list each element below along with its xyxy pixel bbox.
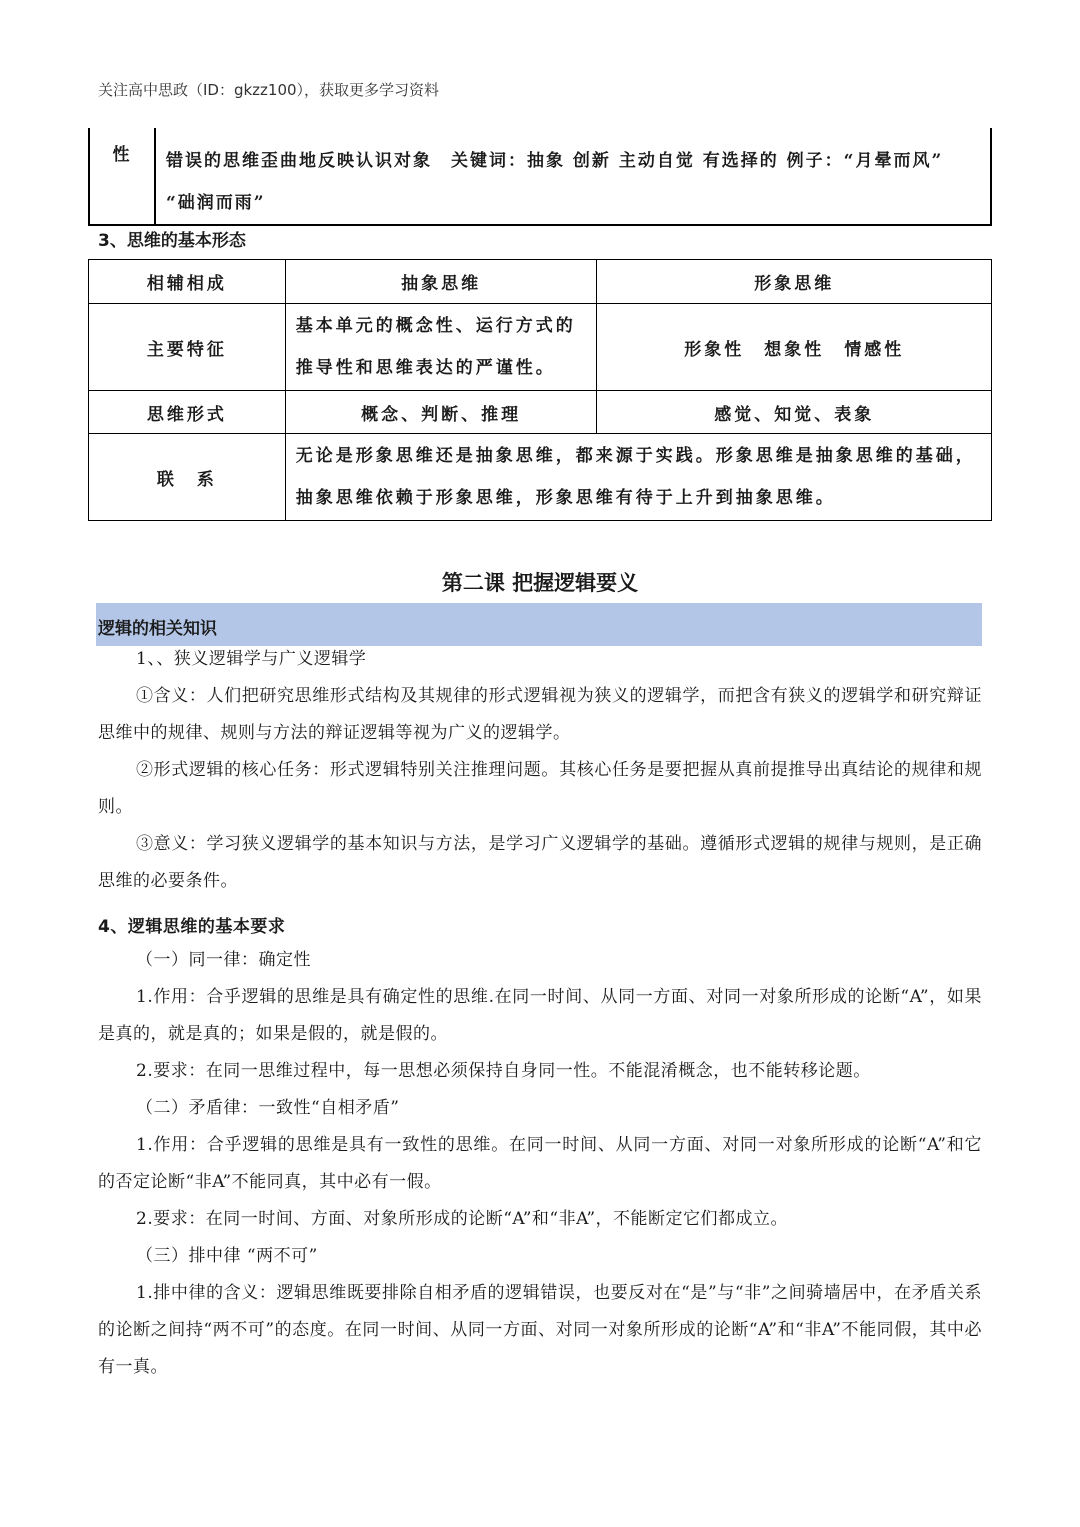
top-table-fragment xyxy=(88,128,992,226)
section-title-thinking-forms: 3、思维的基本形态 xyxy=(98,231,246,251)
header-cell: 抽象思维 xyxy=(285,260,597,304)
band-title: 逻辑的相关知识 xyxy=(98,619,217,639)
table-cell: 基本单元的概念性、运行方式的推导性和思维表达的严谨性。 xyxy=(285,304,597,391)
paragraph-heading: 1、、狭义逻辑学与广义逻辑学 xyxy=(136,649,367,669)
table-cell: 感觉、知觉、表象 xyxy=(597,391,992,434)
paragraph: 2.要求：在同一思维过程中，每一思想必须保持自身同一性。不能混淆概念，也不能转移论题。 xyxy=(136,1061,871,1081)
table-header-row xyxy=(89,260,992,304)
section-band xyxy=(96,603,982,646)
table-cell: 形象性 想象性 情感性 xyxy=(597,304,992,391)
subheading: （一）同一律：确定性 xyxy=(136,950,311,970)
paragraph: 1.作用：合乎逻辑的思维是具有一致性的思维。在同一时间、从同一方面、对同一对象所形成的论断“A”和它的否定论断“非A”不能同真，其中必有一假。 xyxy=(98,1135,982,1192)
table-row xyxy=(89,304,992,391)
paragraph: ②形式逻辑的核心任务：形式逻辑特别关注推理问题。其核心任务是要把握从真前提推导出真结论的规律和规则。 xyxy=(98,760,982,817)
paragraph: 1.排中律的含义：逻辑思维既要排除自相矛盾的逻辑错误，也要反对在“是”与“非”之间骑墙居中，在矛盾关系的论断之间持“两不可”的态度。在同一时间、从同一方面、对同一对象所形成的论断“A”和“非A”不能同假，其中必有一真。 xyxy=(98,1283,982,1377)
table-row xyxy=(89,434,992,521)
table-cell: 概念、判断、推理 xyxy=(285,391,597,434)
top-table-line2: “础润而雨” xyxy=(166,193,266,213)
header-cell: 相辅相成 xyxy=(89,260,286,304)
row-label: 联 系 xyxy=(89,434,286,521)
subheading: （二）矛盾律：一致性“自相矛盾” xyxy=(136,1098,400,1118)
top-table-content xyxy=(155,128,991,225)
top-table-line1: 错误的思维歪曲地反映认识对象 关键词：抽象 创新 主动自觉 有选择的 例子：“月晕而风” xyxy=(166,151,944,171)
paragraph: 1.作用：合乎逻辑的思维是具有确定性的思维.在同一时间、从同一方面、对同一对象所形成的论断“A”，如果是真的，就是真的；如果是假的，就是假的。 xyxy=(98,987,982,1044)
thinking-forms-table xyxy=(88,259,992,521)
header-cell: 形象思维 xyxy=(597,260,992,304)
table-cell: 无论是形象思维还是抽象思维，都来源于实践。形象思维是抽象思维的基础，抽象思维依赖于形象思维，形象思维有待于上升到抽象思维。 xyxy=(285,434,991,521)
paragraph: ③意义：学习狭义逻辑学的基本知识与方法，是学习广义逻辑学的基础。遵循形式逻辑的规律与规则，是正确思维的必要条件。 xyxy=(98,834,982,891)
section-title-logic-requirements: 4、逻辑思维的基本要求 xyxy=(98,917,286,937)
header-note: 关注高中思政（ID：gkzz100），获取更多学习资料 xyxy=(98,81,440,99)
paragraph: ①含义：人们把研究思维形式结构及其规律的形式逻辑视为狭义的逻辑学，而把含有狭义的逻辑学和研究辩证思维中的规律、规则与方法的辩证逻辑等视为广义的逻辑学。 xyxy=(98,686,982,743)
lesson-title: 第二课 把握逻辑要义 xyxy=(441,571,639,595)
row-label: 主要特征 xyxy=(89,304,286,391)
row-label: 思维形式 xyxy=(89,391,286,434)
subheading: （三）排中律 “两不可” xyxy=(136,1246,318,1266)
table-row xyxy=(89,391,992,434)
paragraph: 2.要求：在同一时间、方面、对象所形成的论断“A”和“非A”，不能断定它们都成立。 xyxy=(136,1209,789,1229)
top-table-label: 性 xyxy=(89,128,155,225)
